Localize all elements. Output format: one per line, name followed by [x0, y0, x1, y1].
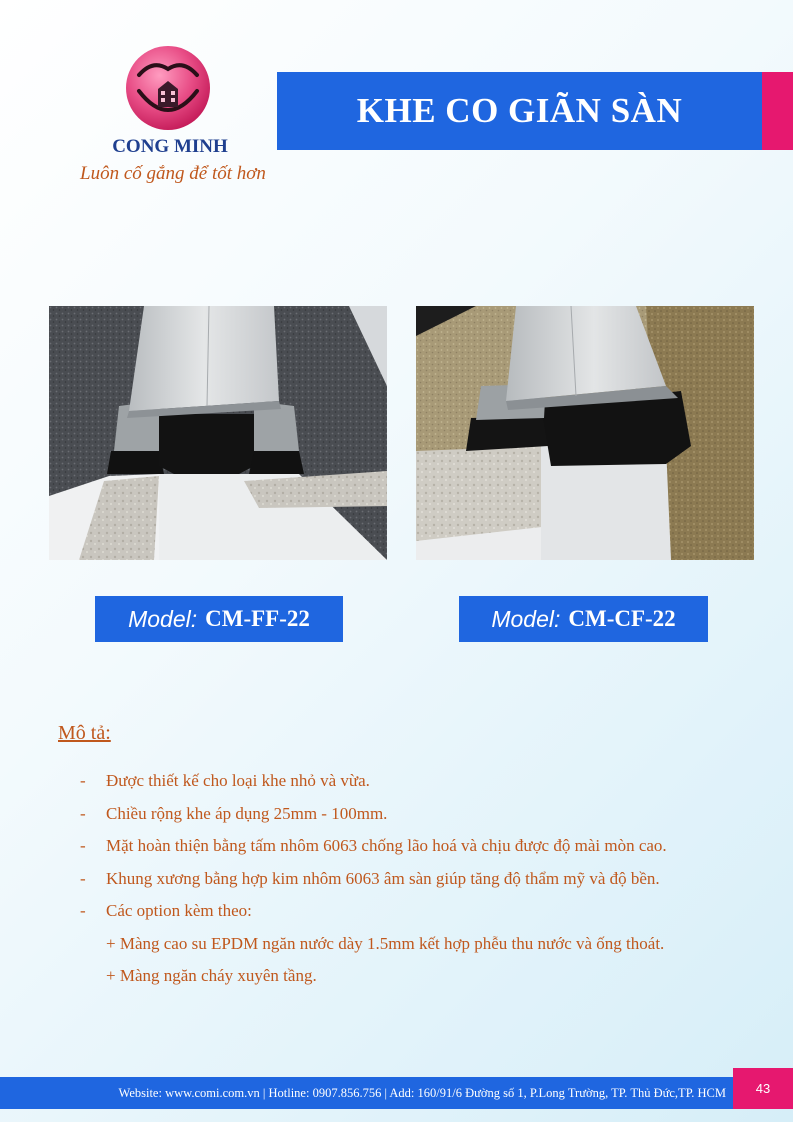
sub-list-item — [80, 960, 770, 993]
bullet: - — [80, 771, 86, 790]
brand-tagline: Luôn cố gắng để tốt hơn — [80, 163, 266, 184]
list-item — [80, 863, 770, 896]
model-label-left — [95, 596, 343, 642]
page-number-box — [733, 1068, 793, 1109]
footer-bar — [0, 1077, 733, 1109]
floor-to-wall-expansion-joint-image — [416, 306, 754, 560]
model-prefix: Model: — [491, 605, 561, 632]
list-item — [80, 765, 770, 798]
model-prefix: Model: — [128, 605, 198, 632]
bullet: - — [80, 901, 86, 920]
bullet: - — [80, 868, 86, 888]
page-title-bar — [277, 72, 762, 150]
bullet: - — [80, 836, 86, 855]
description-heading: Mô tả: — [58, 722, 111, 744]
product-image-right — [416, 306, 754, 560]
floor-to-floor-expansion-joint-image — [49, 306, 387, 560]
list-item-text: Khung xương bằng hợp kim nhôm 6063 âm sàn giúp tăng độ thẩm mỹ và độ bền. — [106, 868, 660, 888]
model-code: CM-FF-22 — [205, 606, 310, 631]
list-item-text: Được thiết kế cho loại khe nhỏ và vừa. — [106, 771, 370, 790]
smiling-building-logo-icon — [125, 45, 211, 131]
list-item-text: Các option kèm theo: — [106, 901, 252, 920]
description-list — [80, 765, 770, 993]
list-item — [80, 830, 770, 863]
sub-list-item-text: + Màng cao su EPDM ngăn nước dày 1.5mm kết hợp phễu thu nước và ống thoát. — [106, 933, 665, 953]
bullet: - — [80, 803, 86, 823]
title-accent-block — [762, 72, 793, 150]
list-item — [80, 798, 770, 831]
list-item — [80, 895, 770, 928]
list-item-text: Chiều rộng khe áp dụng 25mm - 100mm. — [106, 803, 388, 823]
footer-contact-text: Website: www.comi.com.vn | Hotline: 0907.856.756 | Add: 160/91/6 Đường số 1, P.Long Trường, TP. Thủ Đức,TP. HCM — [118, 1085, 726, 1100]
model-label-right — [459, 596, 708, 642]
brand-name: CONG MINH — [112, 136, 228, 157]
page-title: KHE CO GIÃN SÀN — [356, 91, 683, 130]
model-code: CM-CF-22 — [568, 606, 676, 631]
company-logo — [125, 45, 211, 131]
product-image-left — [49, 306, 387, 560]
sub-list-item — [80, 928, 770, 961]
sub-list-item-text: + Màng ngăn cháy xuyên tầng. — [106, 966, 317, 985]
page-number: 43 — [755, 1081, 771, 1096]
list-item-text: Mặt hoàn thiện bằng tấm nhôm 6063 chống lão hoá và chịu được độ mài mòn cao. — [106, 836, 667, 855]
